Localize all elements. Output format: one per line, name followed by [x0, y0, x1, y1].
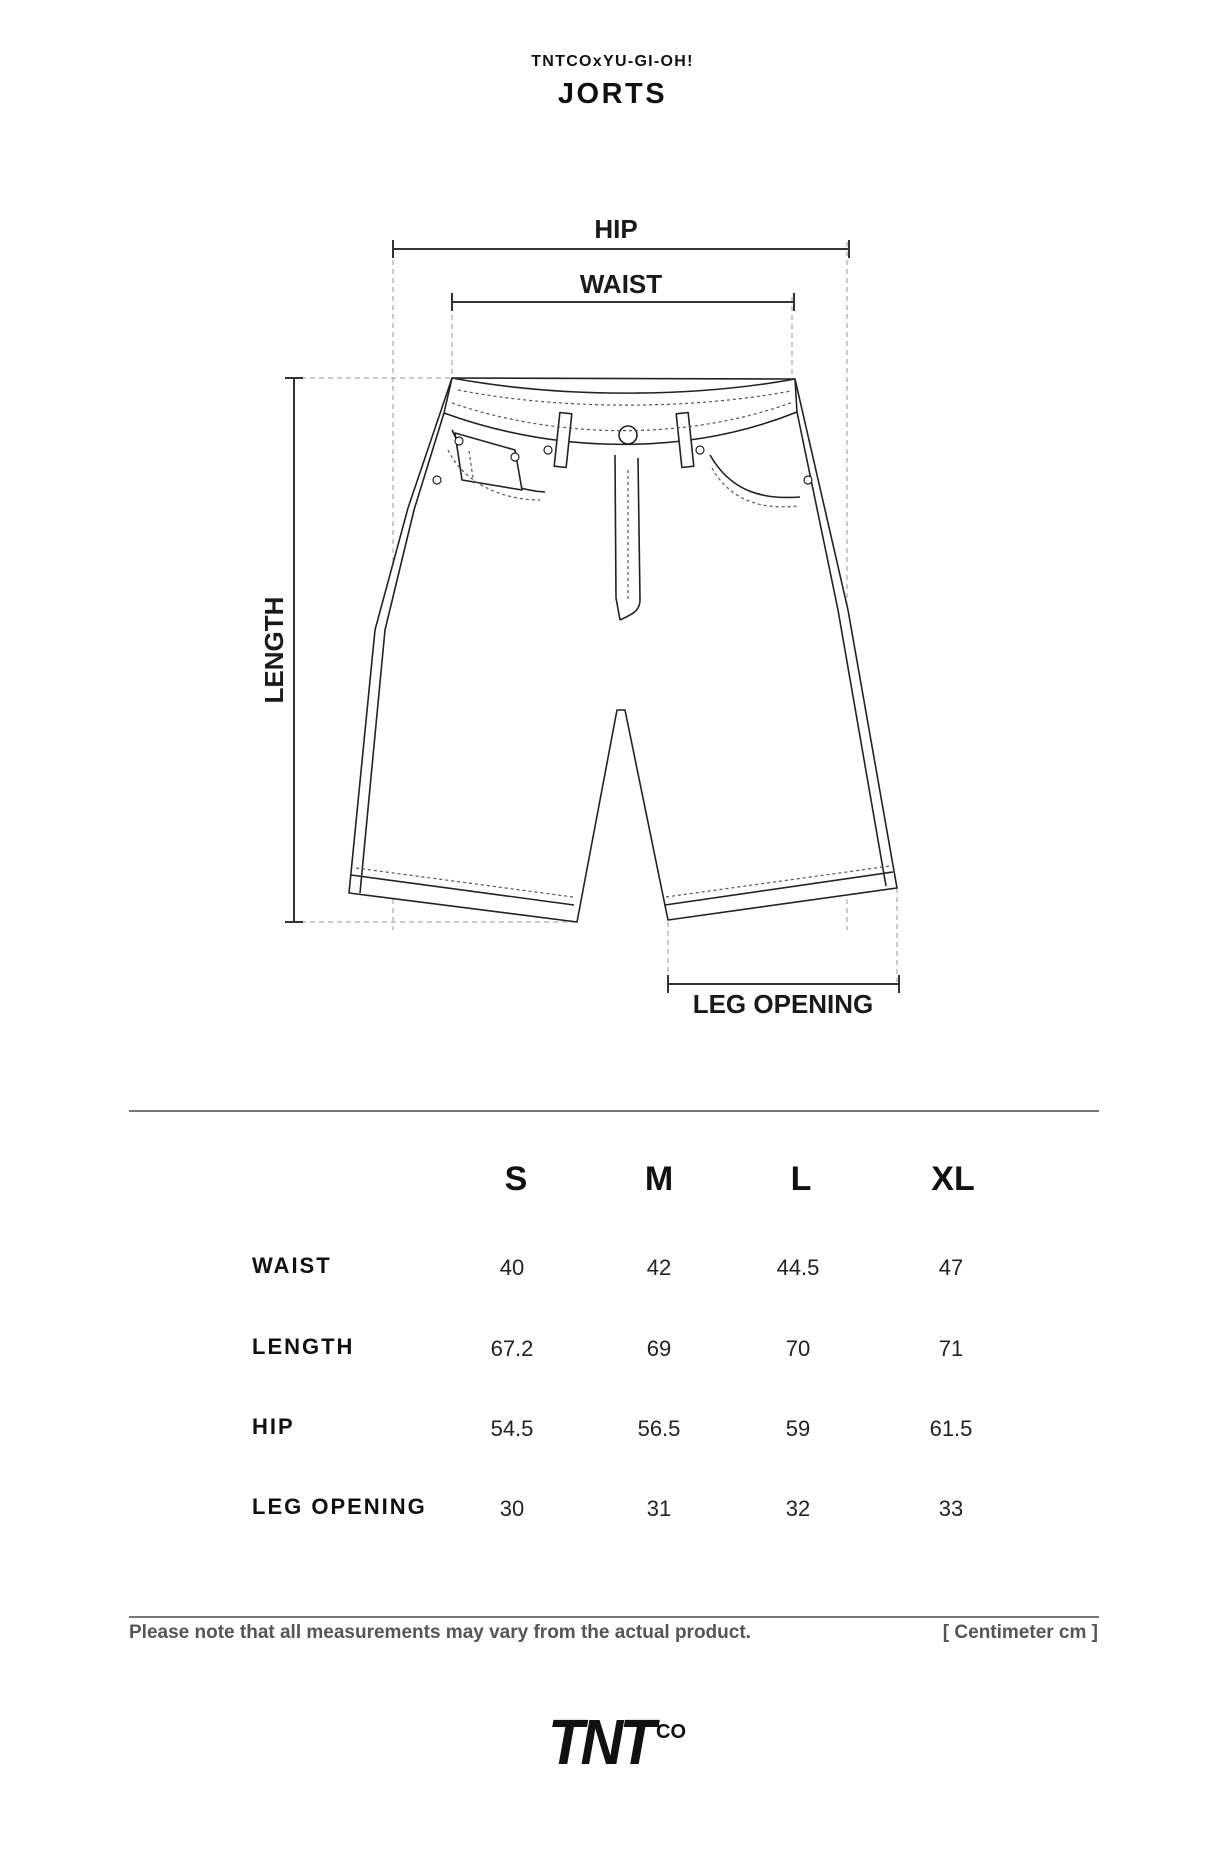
- row-label-hip: HIP: [252, 1414, 295, 1439]
- size-header-s: S: [504, 1160, 528, 1198]
- table-cell: 47: [938, 1255, 964, 1280]
- table-cell: 33: [938, 1496, 964, 1521]
- row-label-leg-opening: LEG OPENING: [252, 1494, 427, 1519]
- brand-line: TNTCOxYU-GI-OH!: [531, 53, 694, 70]
- table-cell: 59: [785, 1416, 811, 1441]
- size-header-l: L: [790, 1160, 812, 1198]
- logo-suffix-text: CO: [656, 1721, 686, 1743]
- table-cell: 69: [646, 1336, 672, 1361]
- jorts-outline: [349, 378, 897, 922]
- measurement-note: Please note that all measurements may vary from the actual product.: [129, 1622, 751, 1643]
- length-label: LENGTH: [259, 596, 289, 704]
- hip-label: HIP: [594, 214, 638, 244]
- row-label-waist: WAIST: [252, 1253, 332, 1278]
- table-cell: 32: [785, 1496, 811, 1521]
- leg-opening-label: LEG OPENING: [692, 989, 874, 1019]
- table-cell: 31: [646, 1496, 672, 1521]
- row-label-length: LENGTH: [252, 1334, 355, 1359]
- table-bottom-rule: [129, 1616, 1099, 1618]
- table-cell: 61.5: [929, 1416, 973, 1441]
- table-cell: 71: [938, 1336, 964, 1361]
- table-cell: 44.5: [776, 1255, 820, 1280]
- size-header-xl: XL: [931, 1160, 975, 1198]
- table-cell: 70: [785, 1336, 811, 1361]
- table-cell: 56.5: [637, 1416, 681, 1441]
- unit-label: [ Centimeter cm ]: [942, 1622, 1098, 1643]
- waist-label: WAIST: [579, 269, 663, 299]
- table-cell: 54.5: [490, 1416, 534, 1441]
- tntco-logo: [548, 1702, 688, 1768]
- product-title: JORTS: [557, 78, 668, 110]
- table-cell: 30: [499, 1496, 525, 1521]
- table-top-rule: [129, 1110, 1099, 1112]
- table-cell: 67.2: [490, 1336, 534, 1361]
- table-cell: 42: [646, 1255, 672, 1280]
- table-cell: 40: [499, 1255, 525, 1280]
- size-header-m: M: [644, 1160, 674, 1198]
- logo-main-text: TNT: [548, 1706, 661, 1768]
